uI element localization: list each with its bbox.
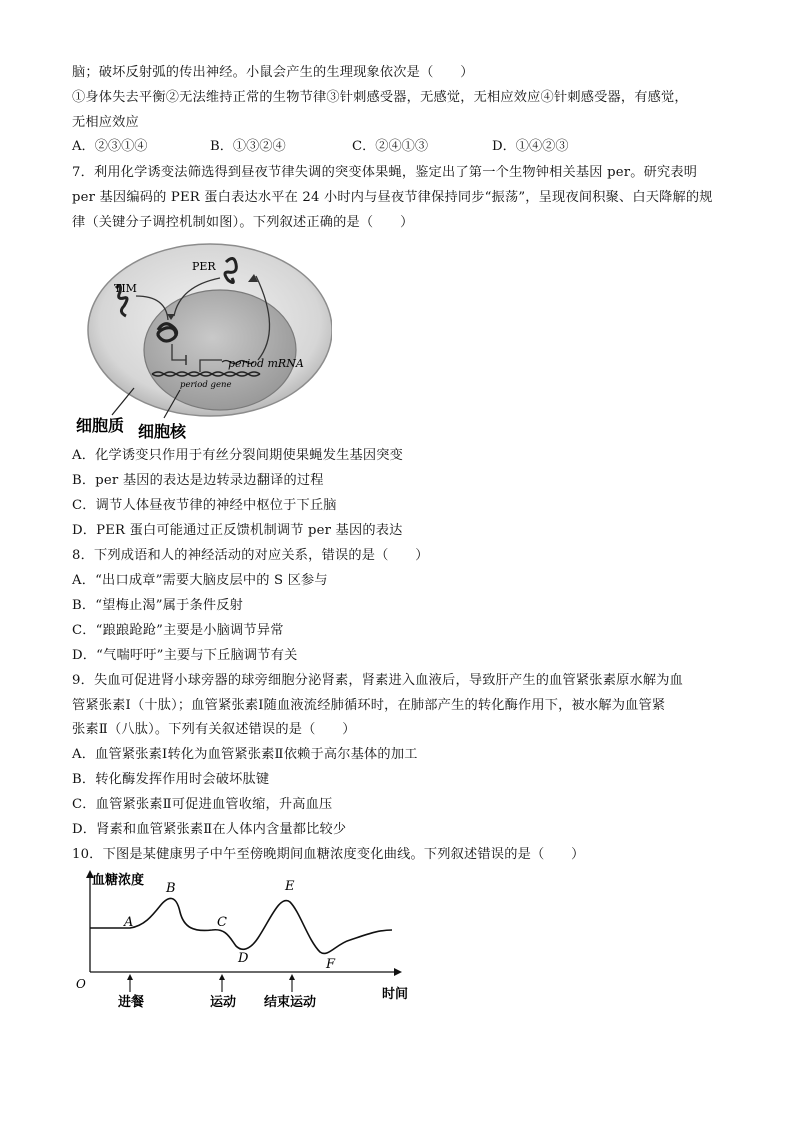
nucleus-shape xyxy=(144,290,296,410)
glucose-curve xyxy=(90,898,392,953)
per-label: PER xyxy=(192,260,216,273)
q9-option-a[interactable]: A．血管紧张素Ⅰ转化为血管紧张素Ⅱ依赖于高尔基体的加工 xyxy=(72,747,418,762)
point-label-e: E xyxy=(285,879,295,894)
cytoplasm-pointer xyxy=(112,388,134,415)
q6-options xyxy=(72,138,732,156)
q6-option-a[interactable]: A．②③①④ xyxy=(72,139,148,154)
q10-blood-glucose-chart xyxy=(72,868,422,1010)
event-label-exercise: 运动 xyxy=(210,995,237,1010)
x-axis-label: 时间 xyxy=(382,987,409,1002)
q7-stem-line-1: 7．利用化学诱变法筛选得到昼夜节律失调的突变体果蝇，鉴定出了第一个生物钟相关基因 per。研究表明 xyxy=(72,165,698,180)
q9-option-b[interactable]: B．转化酶发挥作用时会破坏肽键 xyxy=(72,772,270,787)
q9-stem-line-2: 管紧张素Ⅰ（十肽）；血管紧张素Ⅰ随血液流经肺循环时，在肺部产生的转化酶作用下，被水解为血管紧 xyxy=(72,698,666,713)
q9-option-c[interactable]: C．血管紧张素Ⅱ可促进血管收缩，升高血压 xyxy=(72,797,333,812)
q8-option-b[interactable]: B．“望梅止渴”属于条件反射 xyxy=(72,598,244,613)
q8-option-c[interactable]: C．“踉踉跄跄”主要是小脑调节异常 xyxy=(72,623,284,638)
q9-stem-line-3: 张素Ⅱ（八肽）。下列有关叙述错误的是（ ） xyxy=(72,722,356,737)
exercise-arrowhead-icon xyxy=(219,974,225,980)
q8-option-d[interactable]: D．“气喘吁吁”主要与下丘脑调节有关 xyxy=(72,648,298,663)
q8-stem: 8．下列成语和人的神经活动的对应关系，错误的是（ ） xyxy=(72,548,429,563)
origin-label: O xyxy=(76,977,86,991)
q7-option-d[interactable]: D．PER 蛋白可能通过正反馈机制调节 per 基因的表达 xyxy=(72,523,403,538)
q9-option-d[interactable]: D．肾素和血管紧张素Ⅱ在人体内含量都比较少 xyxy=(72,822,347,837)
event-label-end-exercise: 结束运动 xyxy=(264,995,317,1010)
q6-option-c[interactable]: C．②④①③ xyxy=(352,139,429,154)
point-label-d: D xyxy=(238,951,249,966)
gene-label: period gene xyxy=(180,380,232,390)
event-label-meal: 进餐 xyxy=(118,995,145,1010)
meal-arrowhead-icon xyxy=(127,974,133,980)
q6-option-b[interactable]: B．①③②④ xyxy=(210,139,286,154)
q7-cell-diagram xyxy=(72,240,332,445)
q7-option-c[interactable]: C．调节人体昼夜节律的神经中枢位于下丘脑 xyxy=(72,498,337,513)
q6-statements-line-2: 无相应效应 xyxy=(72,115,139,130)
q6-option-d[interactable]: D．①④②③ xyxy=(492,139,569,154)
q9-stem-line-1: 9．失血可促进肾小球旁器的球旁细胞分泌肾素，肾素进入血液后，导致肝产生的血管紧张素原水解为血 xyxy=(72,673,684,688)
q7-option-a[interactable]: A．化学诱变只作用于有丝分裂间期使果蝇发生基因突变 xyxy=(72,448,404,463)
q6-statements-line: ①身体失去平衡②无法维持正常的生物节律③针刺感受器，无感觉，无相应效应④针刺感受器，有感觉， xyxy=(72,90,688,105)
q6-stem-line-1: 脑；破坏反射弧的传出神经。小鼠会产生的生理现象依次是（ ） xyxy=(72,65,474,80)
cytoplasm-label: 细胞质 xyxy=(76,416,125,435)
q7-option-b[interactable]: B．per 基因的表达是边转录边翻译的过程 xyxy=(72,473,324,488)
q7-stem-line-2: per 基因编码的 PER 蛋白表达水平在 24 小时内与昼夜节律保持同步“振荡”，呈现夜间积聚、白天降解的规 xyxy=(72,190,713,205)
mrna-label: period mRNA xyxy=(228,357,304,370)
q10-stem: 10．下图是某健康男子中午至傍晚期间血糖浓度变化曲线。下列叙述错误的是（ ） xyxy=(72,847,585,862)
point-label-c: C xyxy=(217,915,227,930)
point-label-b: B xyxy=(166,881,176,896)
tim-label: TIM xyxy=(114,282,137,295)
y-axis-label: 血糖浓度 xyxy=(92,873,145,888)
nucleus-label: 细胞核 xyxy=(138,422,187,441)
x-axis-arrowhead-icon xyxy=(394,968,402,976)
q7-stem-line-3: 律（关键分子调控机制如图）。下列叙述正确的是（ ） xyxy=(72,215,414,230)
q8-option-a[interactable]: A．“出口成章”需要大脑皮层中的 S 区参与 xyxy=(72,573,328,588)
point-label-f: F xyxy=(326,957,336,972)
end-exercise-arrowhead-icon xyxy=(289,974,295,980)
point-label-a: A xyxy=(124,915,134,930)
